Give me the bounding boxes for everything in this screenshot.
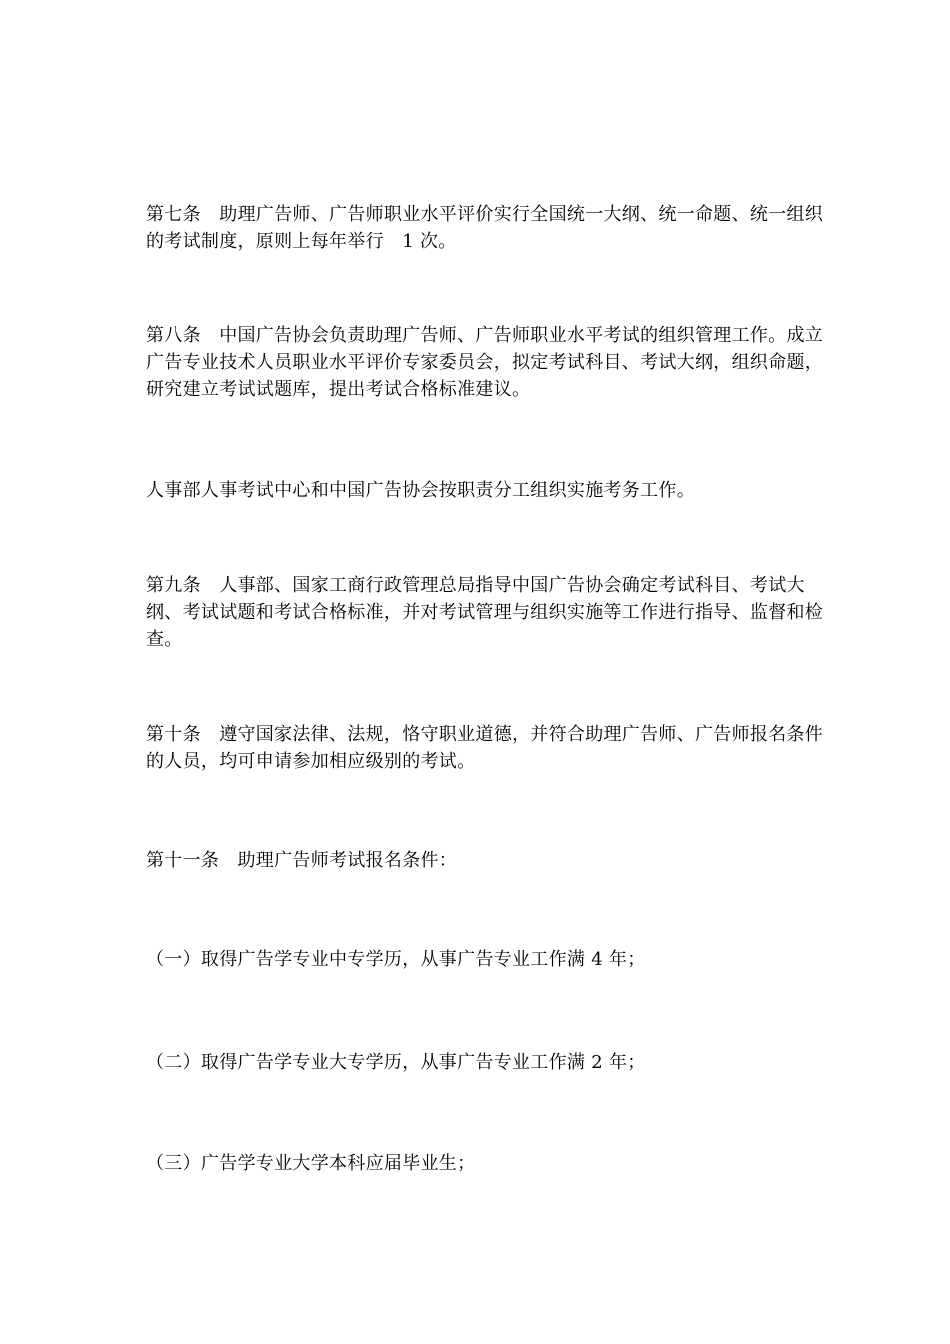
condition-item-2: （二）取得广告学专业大专学历，从事广告专业工作满 2 年； (146, 1052, 646, 1073)
article-7-paragraph: 第七条 助理广告师、广告师职业水平评价实行全国统一大纲、统一命题、统一组织的考试制度，原则上每年举行 1 次。 (146, 204, 824, 252)
exam-affairs-paragraph: 人事部人事考试中心和中国广告协会按职责分工组织实施考务工作。 (146, 480, 695, 501)
article-10-paragraph: 第十条 遵守国家法律、法规，恪守职业道德，并符合助理广告师、广告师报名条件的人员，均可申请参加相应级别的考试。 (146, 724, 824, 772)
condition-item-3: （三）广告学专业大学本科应届毕业生； (146, 1153, 476, 1174)
article-8-paragraph: 第八条 中国广告协会负责助理广告师、广告师职业水平考试的组织管理工作。成立广告专业技术人员职业水平评价专家委员会，拟定考试科目、考试大纲，组织命题，研究建立考试试题库，提出考试合格标准建议。 (146, 325, 824, 400)
article-9-paragraph: 第九条 人事部、国家工商行政管理总局指导中国广告协会确定考试科目、考试大纲、考试试题和考试合格标准，并对考试管理与组织实施等工作进行指导、监督和检查。 (146, 575, 824, 650)
condition-item-1: （一）取得广告学专业中专学历，从事广告专业工作满 4 年； (146, 949, 646, 970)
article-11-heading: 第十一条 助理广告师考试报名条件： (146, 850, 458, 871)
